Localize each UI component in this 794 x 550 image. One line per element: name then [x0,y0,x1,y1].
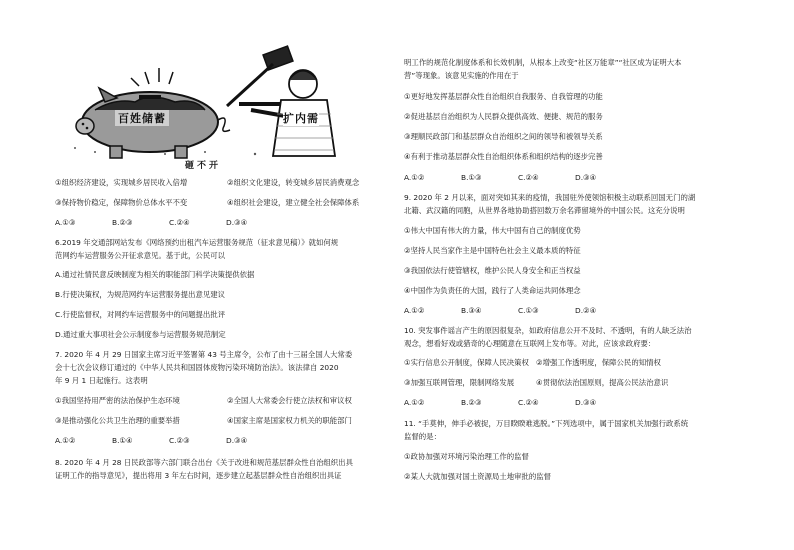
q5-option-2: ②组织文化建设，转变城乡居民消费观念 [227,178,360,187]
piggy-bank-cartoon-svg [55,44,345,172]
q5-choice-c: C.②④ [169,218,190,227]
q7-stem-line-3: 年 9 月 1 日起施行。这表明 [55,376,148,385]
q10-choice-b: B.②③ [461,398,482,407]
q9-stem-line-1: 9. 2020 年 2 月以来，面对突如其来的疫情，我国驻外使领馆积极主动联系回国无门的湖 [404,193,696,202]
q6-stem-line-1: 6.2019 年交通部网站发布《网络预约出租汽车运营服务规范（征求意见稿）》就如何规 [55,238,339,247]
q5-choice-b: B.②③ [112,218,133,227]
cartoon-caption: 砸不开 [185,161,222,171]
q5-choice-a: A.①③ [55,218,76,227]
q9-option-4: ④中国作为负责任的大国，践行了人类命运共同体理念 [404,286,581,295]
hammer-label: 扩内需 [283,112,319,125]
q8-option-2: ②促进基层自治组织为人民群众提供高效、便捷、规范的服务 [404,112,603,121]
q8-stem-line-2: 证明工作的指导意见》，提出将用 3 年左右时间，逐步建立起基层群众性自治组织出具证 [55,471,342,480]
q10-choice-a: A.①② [404,398,425,407]
q9-choice-c: C.①③ [518,306,539,315]
q8-option-3: ③理顺民政部门和基层群众自治组织之间的领导和被领导关系 [404,132,603,141]
q9-choice-b: B.③④ [461,306,482,315]
q5-choice-d: D.③④ [226,218,248,227]
q7-option-4: ④国家主席是国家权力机关的职能部门 [227,416,352,425]
impact-marks [131,68,173,86]
pig-label: 百姓储蓄 [115,110,169,126]
q10-option-1: ①实行信息公开制度，保障人民决策权 [404,358,529,367]
q5-option-3: ③保持物价稳定，保障物价总体水平不变 [55,198,188,207]
q5-option-1: ①组织经济建设，实现城乡居民收入倍增 [55,178,188,187]
q11-option-2: ②某人大就加强对国土资源局土地审批的监督 [404,472,552,481]
q7-option-2: ②全国人大常委会行使立法权和审议权 [227,396,352,405]
q9-choice-d: D.②④ [575,306,597,315]
q8-option-1: ①更好地发挥基层群众性自治组织自我服务、自我管理的功能 [404,92,603,101]
q10-stem-line-1: 10. 突发事件谣言产生的原因很复杂，如政府信息公开不及时、不透明，有的人缺乏法治 [404,326,692,335]
q8-choice-b: B.①③ [461,173,482,182]
q7-choice-a: A.①② [55,436,76,445]
q8-stem-line-3: 明工作的规范化制度体系和长效机制，从根本上改变“社区万能章”“社区成为证明大本 [404,58,682,67]
q7-stem-line-1: 7. 2020 年 4 月 29 日国家主席习近平签署第 43 号主席令，公布了由十三届全国人大常委 [55,350,353,359]
q9-option-2: ②坚持人民当家作主是中国特色社会主义最本质的特征 [404,246,581,255]
q7-stem-line-2: 会十七次会议修订通过的《中华人民共和国固体废物污染环境防治法》。该法律自 2020 [55,363,339,372]
q8-choice-a: A.①② [404,173,425,182]
q7-option-3: ③是推动强化公共卫生治理的重要举措 [55,416,180,425]
q10-option-4: ④贯彻依法治国原则，提高公民法治意识 [536,378,669,387]
q8-stem-line-4: 营”等现象。该意见实施的作用在于 [404,71,519,80]
q8-choice-d: D.③④ [575,173,597,182]
q8-stem-line-1: 8. 2020 年 4 月 28 日民政部等六部门联合出台《关于改进和规范基层群众性自治组织出具 [55,458,353,467]
cartoon-illustration [55,44,345,172]
q9-option-1: ①伟大中国有伟大的力量，伟大中国有自己的制度优势 [404,226,581,235]
q6-choice-b: B.行使决策权，为规范网约车运营服务提出意见建议 [55,290,226,299]
q10-stem-line-2: 观念，想看好戏或猎奇的心理随意在互联网上发布等。对此，应该求政府要： [404,339,656,348]
q10-option-3: ③加强互联网管理，限制网络发展 [404,378,515,387]
q9-stem-line-2: 北籍、武汉籍的同胞，从世界各地协助搭回数万余名滞留境外的中国公民。这充分说明 [404,206,685,215]
q10-choice-d: D.③④ [575,398,597,407]
q10-choice-c: C.②④ [518,398,539,407]
q6-choice-c: C.行使监督权，对网约车运营服务中的问题提出批评 [55,310,226,319]
q5-option-4: ④组织社会建设，建立健全社会保障体系 [227,198,360,207]
q11-stem-line-1: 11. “手莫伸，伸手必被捉，万目睽睽难逃脱。”下列选项中，属于国家机关加强行政系统 [404,419,689,428]
q11-option-1: ①政协加强对环境污染治理工作的监督 [404,452,529,461]
q9-choice-a: A.①② [404,306,425,315]
q8-choice-c: C.②④ [518,173,539,182]
q8-option-4: ④有利于推动基层群众性自治组织体系和组织结构的逐步完善 [404,152,603,161]
q6-choice-d: D.通过重大事项社会公示制度参与运营服务规范制定 [55,330,226,339]
q7-option-1: ①我国坚持用严密的法治保护生态环境 [55,396,180,405]
man-with-hammer [227,46,335,156]
q6-stem-line-2: 范网约车运营服务公开征求意见。基于此，公民可以 [55,251,225,260]
q9-option-3: ③我国依法行使管辖权，维护公民人身安全和正当权益 [404,266,581,275]
q7-choice-d: D.③④ [226,436,248,445]
q6-choice-a: A.通过社情民意反映制度为相关的职能部门科学决策提供依据 [55,270,255,279]
q7-choice-c: C.②③ [169,436,190,445]
q7-choice-b: B.①④ [112,436,133,445]
q11-stem-line-2: 监督的是： [404,432,441,441]
q10-option-2: ②增强工作透明度，保障公民的知情权 [536,358,661,367]
